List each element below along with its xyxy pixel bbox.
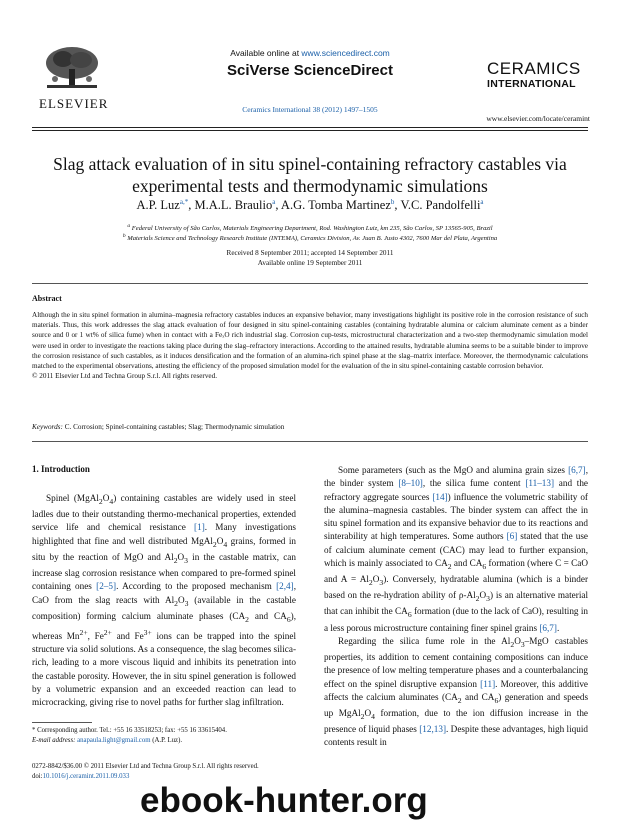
sciencedirect-link[interactable]: www.sciencedirect.com [301, 48, 390, 58]
journal-logo-line1: CERAMICS [487, 59, 581, 78]
platform-name: SciVerse ScienceDirect [227, 62, 393, 79]
abstract-top-rule [32, 283, 588, 284]
publisher-name: ELSEVIER [39, 96, 109, 111]
affiliation-b: $^b$ Materials Science and Technology Research Institute (INTEMA), Ceramics Division, Av. Juan B. Justo 4302, 7600 Mar del Plata, Argentina [122, 233, 498, 243]
watermark-text: ebook-hunter.org [140, 781, 428, 820]
elsevier-tree-logo [43, 45, 101, 91]
keywords: Keywords: C. Corrosion; Spinel-containing castables; Slag; Thermodynamic simulation [32, 423, 285, 431]
section-heading: 1. Introduction [32, 464, 90, 474]
right-column-text: Some parameters (such as the MgO and alumina grain sizes [6,7], the binder system [8–10], the silica fume content [11–13] and the refractory aggregate sources [14]) influence the volumetric stability of the alumina–magnesia castables. The binder system can affect the in situ spinel formation and its expansive behavior due to its reactions and sinterability at high temperatures. Some authors [6] stated that the use of calcium aluminate cement (CAC) may lead to further expansion, which is mainly associated to $CA_2$ and $CA_6$ formation (where C = CaO and $A = Al_2O_3$). Conversely, hydratable alumina (which is a binder based on the re-hydration ability of $\rho-Al_2O_3$) is an alternative material that can inhibit the $CA_6$ formation (due to the lack of CaO), resulting in a less porous microstructure containing finer spinel grains [6,7]. Regarding the silica fume role in the $Al_2O_3$–MgO castables properties, its addition to cement containing compositions can induce the presence of low melting temperature phases and a counterbalancing effect on the spinel disruptive expansion [11]. Moreover, this additive affects the calcium aluminates ($CA_2$ and $CA_6$) generation and speeds up $MgAl_2O_4$ formation, due to the ion diffusion increase in the presence of liquid phases [12,13]. Despite these advantages, high liquid contents result in [324, 465, 589, 748]
author-3: A.G. Tomba Martinez [280, 198, 391, 213]
header-rule [32, 127, 588, 128]
left-column-text: Spinel $(MgAl_2O_4)$ containing castables are widely used in steel ladles due to their outstanding thermo-mechanical properties, extended service life and chemical resistance [1]. Many investigations highlighted that fine and well distributed $MgAl_2O_4$ grains, formed in situ by the reaction of MgO and $Al_2O_3$ in the castable matrix, can increase slag corrosion resistance when compared to pre-formed spinel containing ones [2–5]. According to the proposed mechanism [2,4], CaO from the slag reacts with $Al_2O_3$ (available in the castable composition) forming calcium aluminate phases ($CA_2$ and $CA_6$), whereas $Mn^{2+}$, $Fe^{2+}$ and $Fe^{3+}$ ions can be trapped into the spinel structure via solid solutions. As a consequence, the slag becomes silica-rich, leading to a more viscous liquid and inhibits its penetration into the castable porosity. However, the in situ spinel generation is followed by a volumetric expansion and an exceeded reaction can lead to microcracking, giving rise to novel paths for further slag infiltration. [32, 493, 297, 708]
footnote-rule [32, 722, 92, 723]
journal-reference[interactable]: Ceramics International 38 (2012) 1497–1505 [242, 105, 378, 114]
article-title: Slag attack evaluation of in situ spinel-containing refractory castables via experimental tests and thermodynamic simulations [53, 154, 567, 196]
abstract-copyright: © 2011 Elsevier Ltd and Techna Group S.r.l. All rights reserved. [32, 372, 218, 381]
journal-site[interactable]: www.elsevier.com/locate/ceramint [486, 114, 590, 123]
author-1: A.P. Luz [136, 198, 180, 213]
availability-line: Available online at www.sciencedirect.com [230, 48, 390, 58]
received-date: Received 8 September 2011; accepted 14 September 2011 [226, 249, 394, 257]
abstract-body: Although the in situ spinel formation in alumina–magnesia refractory castables induces an expansive behavior, many investigations highlight its positive role in the corrosion resistance of such materials. Thus, this work addresses the slag attack evaluation of four designed in situ spinel-containing castables (containing hydratable alumina or calcium aluminate cement as a binder source and 0 or 1 wt% of silica fume) when in contact with a FeₓO rich industrial slag. Corrosion cup-tests, microstructural characterization and a two-step thermodynamic simulation model were used in order to investigate the reactions taking place during the slag–refractory interactions. According to the attained results, hydratable alumina seems to be a suitable binder to improve the corrosion resistance of such castables, as it induces densification and the formation of an alumina-rich spinel phase at the slag–matrix interface. Moreover, the thermodynamic calculations matched to the experimental observations, attesting the efficiency of the proposed simulation model for the evaluation of the in situ spinel-containing castable corrosion behavior. © 2011 Elsevier Ltd and Techna Group S.r.l. All rights reserved. [32, 311, 588, 381]
corresponding-footnote: * Corresponding author. Tel.: +55 16 33518253; fax: +55 16 33615404. E-mail address: anapaula.light@gmail.com (A.P. Luz). [32, 727, 227, 744]
header-rule-thin [32, 130, 588, 131]
issn-doi: 0272-8842/$36.00 © 2011 Elsevier Ltd and Techna Group S.r.l. All rights reserved. doi:10.1016/j.ceramint.2011.09.033 [32, 763, 259, 780]
email-link[interactable]: anapaula.light@gmail.com [77, 737, 151, 744]
abstract-heading: Abstract [32, 294, 62, 303]
journal-logo-line2: INTERNATIONAL [487, 78, 576, 90]
author-list: A.P. Luz$^{a,*}$, M.A.L. Braulio$^a$, A.G. Tomba Martinez$^b$, V.C. Pandolfelli$^a$ [136, 198, 484, 213]
online-date: Available online 19 September 2011 [257, 259, 363, 267]
affiliation-a: $^a$ Federal University of São Carlos, Materials Engineering Department, Rod. Washington Luiz, km 235, São Carlos, SP 13565-905, Brazil [127, 223, 493, 233]
abstract-bottom-rule [32, 441, 588, 442]
author-2: M.A.L. Braulio [194, 198, 273, 213]
doi-link[interactable]: 10.1016/j.ceramint.2011.09.033 [42, 773, 130, 780]
author-4: V.C. Pandolfelli [400, 198, 481, 213]
